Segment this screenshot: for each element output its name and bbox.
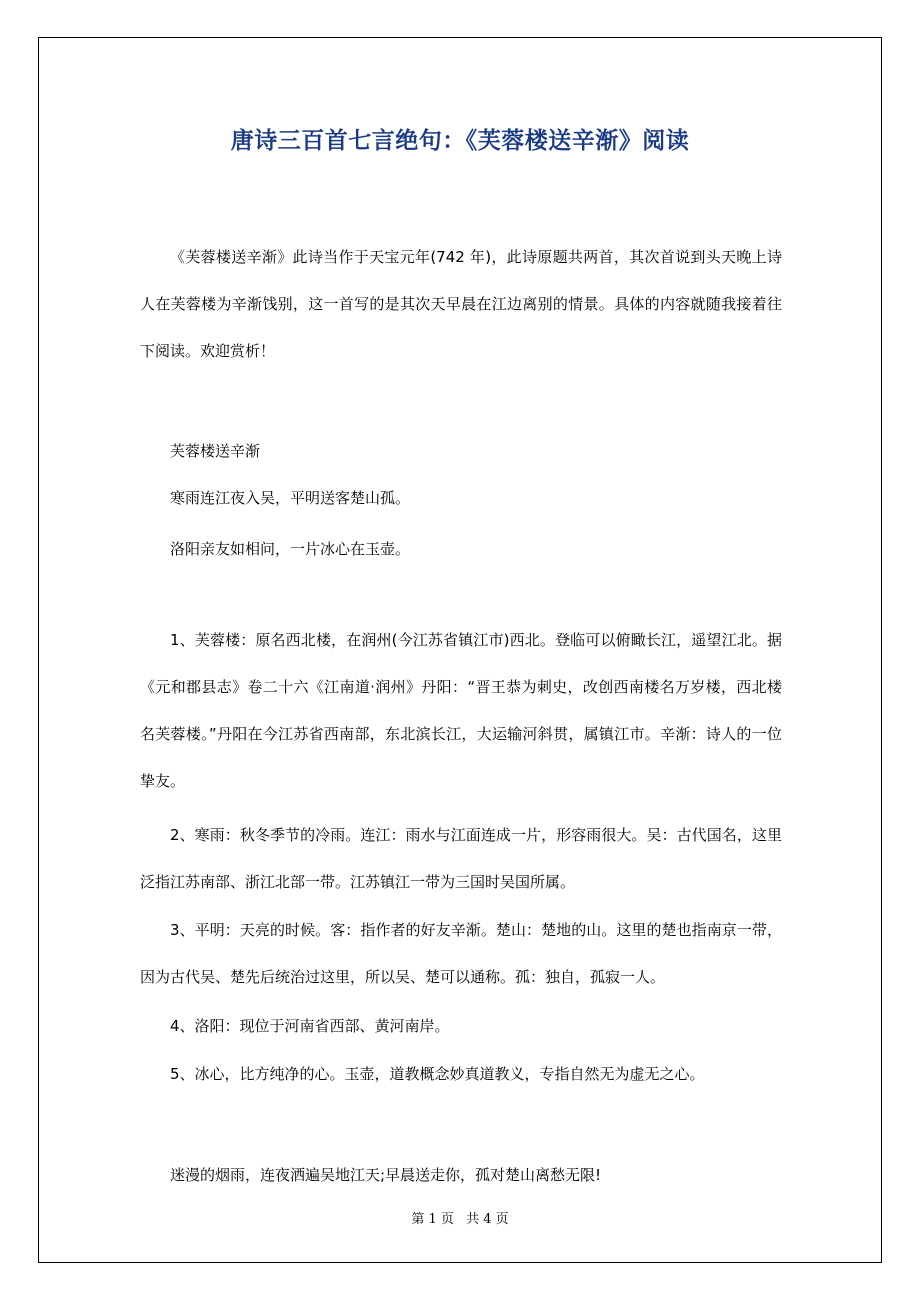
note-3 <box>140 907 782 1001</box>
document-title: 唐诗三百首七言绝句：《芙蓉楼送辛渐》阅读 <box>230 128 690 154</box>
page-total: 共 4 页 <box>466 1212 509 1227</box>
poem-line-1: 寒雨连江夜入吴，平明送客楚山孤。 <box>170 489 411 507</box>
page-footer <box>0 1208 920 1227</box>
translation-line: 迷漫的烟雨，连夜洒遍吴地江天;早晨送走你，孤对楚山离愁无限! <box>170 1166 602 1184</box>
note-1 <box>140 617 782 805</box>
page-number: 第 1 页 <box>411 1212 454 1227</box>
note-5 <box>140 1051 782 1098</box>
note-2 <box>140 812 782 906</box>
note-text: 4、洛阳：现位于河南省西部、黄河南岸。 <box>170 1017 450 1035</box>
note-4 <box>140 1003 782 1050</box>
poem-line-2: 洛阳亲友如相问，一片冰心在玉壶。 <box>170 540 411 558</box>
intro-text: 《芙蓉楼送辛渐》此诗当作于天宝元年(742 年)，此诗原题共两首，其次首说到头天晚上诗人在芙蓉楼为辛渐饯别，这一首写的是其次天早晨在江边离别的情景。具体的内容就随我接着往下阅读。欢迎赏析！ <box>140 248 782 360</box>
poem-title: 芙蓉楼送辛渐 <box>170 442 261 460</box>
intro-paragraph <box>140 234 782 375</box>
note-text: 1、芙蓉楼：原名西北楼，在润州(今江苏省镇江市)西北。登临可以俯瞰长江，遥望江北。据《元和郡县志》卷二十六《江南道·润州》丹阳：“晋王恭为刺史，改创西南楼名万岁楼，西北楼名芙蓉楼。”丹阳在今江苏省西南部，东北滨长江，大运输河斜贯，属镇江市。辛渐：诗人的一位挚友。 <box>140 631 782 790</box>
note-text: 2、寒雨：秋冬季节的冷雨。连江：雨水与江面连成一片，形容雨很大。吴：古代国名，这里泛指江苏南部、浙江北部一带。江苏镇江一带为三国时吴国所属。 <box>140 826 782 891</box>
note-text: 5、冰心，比方纯净的心。玉壶，道教概念妙真道教义，专指自然无为虚无之心。 <box>170 1065 705 1083</box>
note-text: 3、平明：天亮的时候。客：指作者的好友辛渐。楚山：楚地的山。这里的楚也指南京一带，因为古代吴、楚先后统治过这里，所以吴、楚可以通称。孤：独自，孤寂一人。 <box>140 921 782 986</box>
